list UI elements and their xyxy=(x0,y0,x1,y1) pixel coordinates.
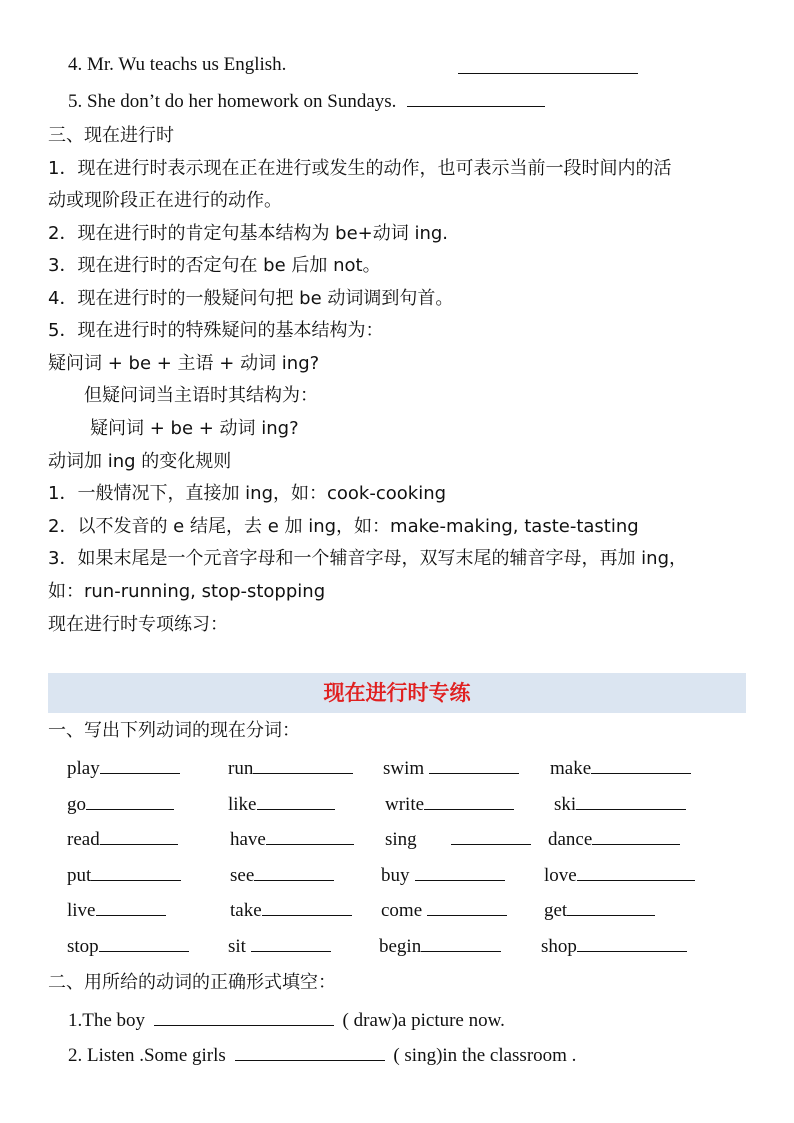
rule-line: 1．一般情况下，直接加 ing，如：cook-cooking xyxy=(48,483,447,504)
exercise-4-blank[interactable] xyxy=(458,55,638,74)
fill-in-item-2 xyxy=(68,1042,576,1068)
rule-line: 3．如果末尾是一个元音字母和一个辅音字母，双写末尾的辅音字母，再加 ing， xyxy=(48,548,688,569)
part2-heading: 二、用所给的动词的正确形式填空： xyxy=(48,972,336,993)
exercise-5-blank[interactable] xyxy=(407,88,545,107)
verb-item: have xyxy=(230,826,354,852)
banner-title: 现在进行时专练 xyxy=(323,681,471,705)
rule-line: 如：run-running, stop-stopping xyxy=(48,581,326,602)
verb-item: like xyxy=(228,791,335,817)
answer-blank[interactable] xyxy=(577,862,695,881)
fill-in-hint: ( sing)in the classroom . xyxy=(393,1045,577,1066)
exercise-5-text: 5. She don’t do her homework on Sundays. xyxy=(68,91,397,112)
answer-blank[interactable] xyxy=(567,897,655,916)
answer-blank[interactable] xyxy=(253,755,353,774)
section-banner xyxy=(48,673,746,713)
fill-in-blank[interactable] xyxy=(235,1042,385,1061)
verb-item: put xyxy=(67,862,181,888)
rule-line: 3．现在进行时的否定句在 be 后加 not。 xyxy=(48,255,381,276)
answer-blank[interactable] xyxy=(576,791,686,810)
answer-blank[interactable] xyxy=(100,755,180,774)
answer-blank[interactable] xyxy=(262,897,352,916)
rule-line: 动或现阶段正在进行的动作。 xyxy=(48,190,282,211)
verb-item: make xyxy=(550,755,691,781)
verb-item: stop xyxy=(67,933,189,959)
verb-item: dance xyxy=(548,826,680,852)
verb-item: go xyxy=(67,791,174,817)
verb-item: take xyxy=(230,897,352,923)
answer-blank[interactable] xyxy=(254,862,334,881)
answer-blank[interactable] xyxy=(429,755,519,774)
verb-item: sit xyxy=(228,933,331,959)
answer-blank[interactable] xyxy=(99,933,189,952)
answer-blank[interactable] xyxy=(415,862,505,881)
verb-item: see xyxy=(230,862,334,888)
rule-line: 动词加 ing 的变化规则 xyxy=(48,451,232,472)
answer-blank[interactable] xyxy=(451,826,531,845)
fill-in-prefix: 2. Listen .Some girls xyxy=(68,1045,226,1066)
verb-item: play xyxy=(67,755,180,781)
part1-heading: 一、写出下列动词的现在分词： xyxy=(48,720,300,741)
verb-item: ski xyxy=(554,791,686,817)
verb-item: shop xyxy=(541,933,687,959)
rule-line: 1．现在进行时表示现在正在进行或发生的动作，也可表示当前一段时间内的活 xyxy=(48,158,672,179)
answer-blank[interactable] xyxy=(100,826,178,845)
verb-item: love xyxy=(544,862,695,888)
exercise-5 xyxy=(68,88,545,114)
rule-line: 但疑问词当主语时其结构为： xyxy=(84,385,318,406)
fill-in-prefix: 1.The boy xyxy=(68,1010,146,1031)
rule-line: 现在进行时专项练习： xyxy=(48,614,228,635)
answer-blank[interactable] xyxy=(427,897,507,916)
answer-blank[interactable] xyxy=(577,933,687,952)
verb-item: begin xyxy=(379,933,501,959)
exercise-4 xyxy=(68,53,286,77)
answer-blank[interactable] xyxy=(424,791,514,810)
fill-in-item-1 xyxy=(68,1007,505,1033)
rule-line: 5．现在进行时的特殊疑问的基本结构为： xyxy=(48,320,384,341)
answer-blank[interactable] xyxy=(591,755,691,774)
answer-blank[interactable] xyxy=(266,826,354,845)
verb-item: buy xyxy=(381,862,505,888)
answer-blank[interactable] xyxy=(251,933,331,952)
fill-in-hint: ( draw)a picture now. xyxy=(342,1010,505,1031)
verb-item: get xyxy=(544,897,655,923)
rule-line: 2．以不发音的 e 结尾，去 e 加 ing，如：make-making, taste-tasting xyxy=(48,516,639,537)
rule-line: 4．现在进行时的一般疑问句把 be 动词调到句首。 xyxy=(48,288,454,309)
verb-item: read xyxy=(67,826,178,852)
rule-line: 2．现在进行时的肯定句基本结构为 be+动词 ing. xyxy=(48,223,449,244)
verb-item: write xyxy=(385,791,514,817)
verb-item: live xyxy=(67,897,166,923)
rule-line: 疑问词 + be + 动词 ing? xyxy=(90,418,299,439)
exercise-4-text: 4. Mr. Wu teachs us English. xyxy=(68,54,287,75)
rule-line: 疑问词 + be + 主语 + 动词 ing? xyxy=(48,353,320,374)
section3-heading: 三、现在进行时 xyxy=(48,125,174,146)
answer-blank[interactable] xyxy=(257,791,335,810)
answer-blank[interactable] xyxy=(96,897,166,916)
fill-in-blank[interactable] xyxy=(154,1007,334,1026)
verb-item: run xyxy=(228,755,353,781)
answer-blank[interactable] xyxy=(592,826,680,845)
answer-blank[interactable] xyxy=(421,933,501,952)
answer-blank[interactable] xyxy=(86,791,174,810)
verb-item: sing xyxy=(385,826,531,852)
verb-item: swim xyxy=(383,755,519,781)
answer-blank[interactable] xyxy=(91,862,181,881)
verb-item: come xyxy=(381,897,507,923)
